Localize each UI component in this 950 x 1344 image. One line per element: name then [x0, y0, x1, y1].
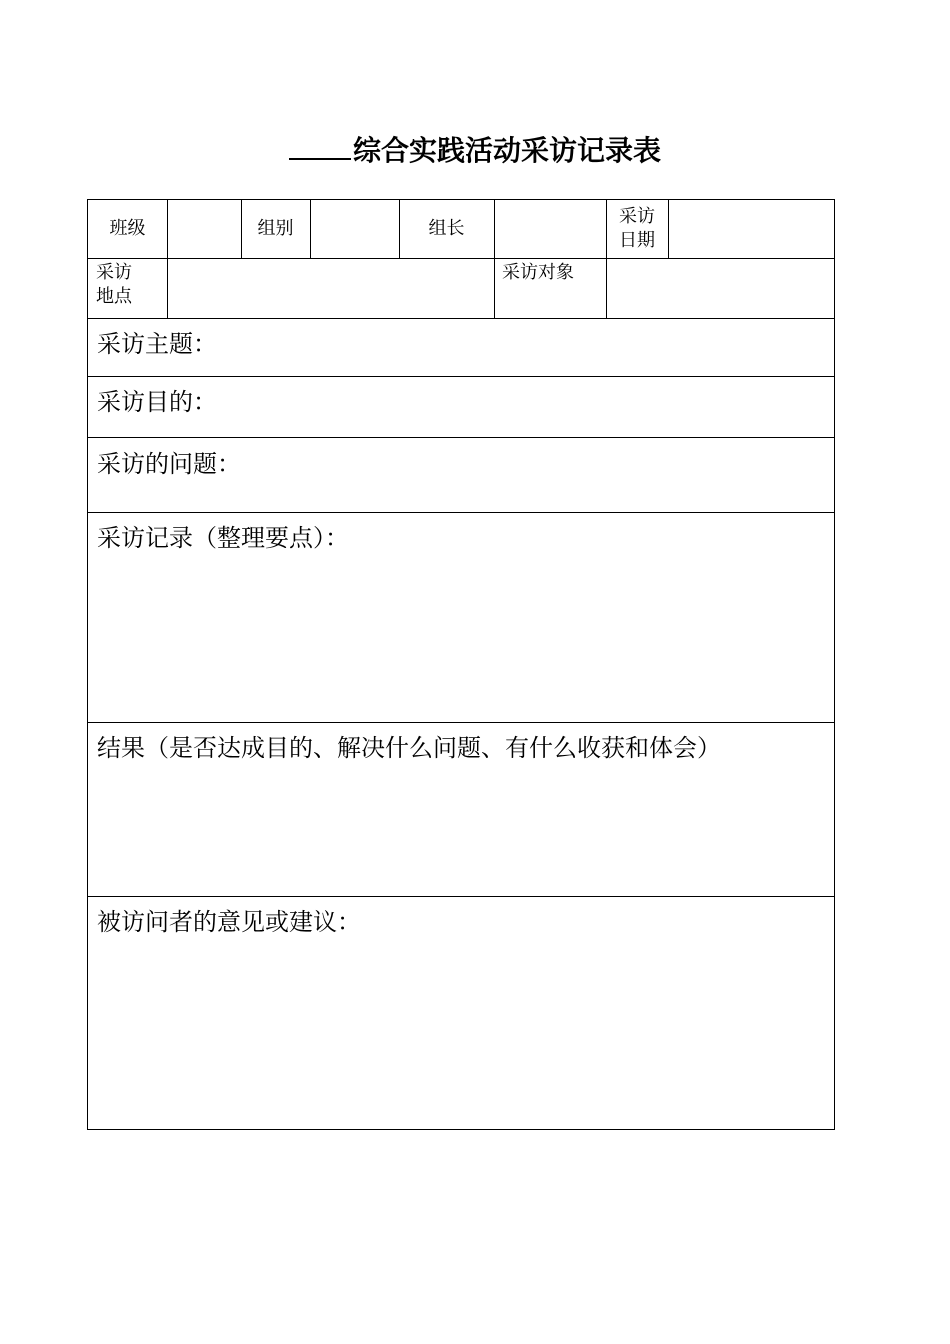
date-field[interactable]: [669, 201, 834, 257]
title-blank-line[interactable]: [289, 128, 351, 160]
opinions-label: 被访问者的意见或建议：: [97, 908, 361, 936]
interviewee-field[interactable]: [607, 259, 834, 317]
form-title: [0, 128, 950, 171]
purpose-label: 采访目的：: [97, 388, 217, 416]
records-label: 采访记录（整理要点）：: [97, 524, 349, 552]
group-field[interactable]: [311, 201, 398, 257]
purpose-area[interactable]: [88, 377, 834, 436]
questions-label: 采访的问题：: [97, 450, 241, 478]
class-label: 班级: [109, 218, 146, 239]
topic-area[interactable]: [88, 319, 834, 375]
place-field[interactable]: [168, 259, 493, 317]
date-label: [606, 205, 668, 253]
interview-record-form: [87, 199, 835, 1130]
class-field[interactable]: [168, 201, 240, 257]
questions-area[interactable]: [88, 438, 834, 511]
leader-field[interactable]: [495, 201, 605, 257]
date-label-line2: 日期: [619, 230, 655, 251]
form-title-text: 综合实践活动采访记录表: [352, 134, 661, 167]
place-label-line1: 采访: [96, 262, 132, 283]
place-label: [96, 261, 166, 309]
result-label: 结果（是否达成目的、解决什么问题、有什么收获和体会）: [97, 734, 721, 762]
opinions-area[interactable]: [88, 897, 834, 1129]
topic-label: 采访主题：: [97, 330, 217, 358]
place-label-line2: 地点: [96, 286, 132, 307]
interviewee-label: 采访对象: [502, 262, 574, 283]
result-area[interactable]: [88, 723, 834, 895]
group-label: 组别: [257, 218, 294, 239]
leader-label: 组长: [428, 218, 465, 239]
date-label-line1: 采访: [619, 206, 655, 227]
records-area[interactable]: [88, 513, 834, 721]
